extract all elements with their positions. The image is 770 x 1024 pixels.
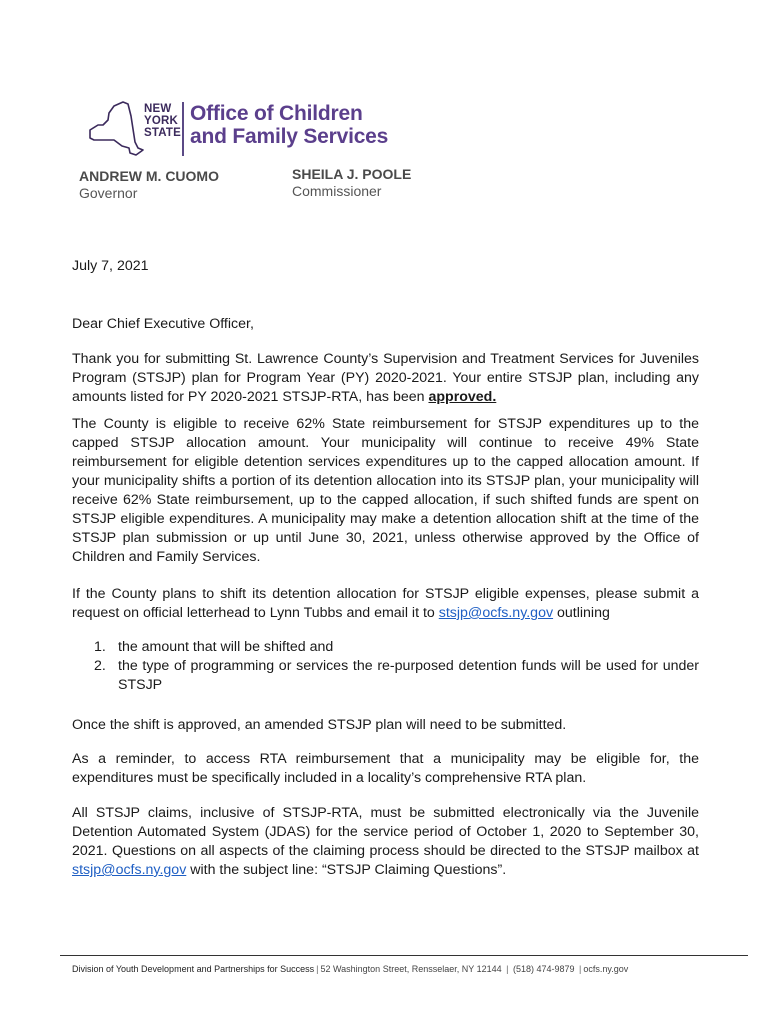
list-text: the type of programming or services the re-purposed detention funds will be used for under STSJP — [118, 658, 699, 693]
letter-date: July 7, 2021 — [72, 258, 149, 274]
commissioner-title: Commissioner — [292, 183, 382, 199]
paragraph-approval-text: Thank you for submitting St. Lawrence County’s Supervision and Treatment Services for Juveniles Program (STSJP) plan for Program Year (PY) 2020-2021. Your entire STSJP plan, including any amounts listed for PY 2020-2021 STSJP-RTA, has been — [72, 351, 699, 405]
list-text: the amount that will be shifted and — [118, 639, 334, 655]
salutation: Dear Chief Executive Officer, — [72, 316, 254, 332]
footer-address: 52 Washington Street, Rensselaer, NY 12144 — [320, 964, 502, 974]
footer-separator: | — [579, 964, 582, 974]
footer-phone: (518) 474-9879 — [512, 964, 575, 974]
footer — [72, 964, 628, 974]
email-link[interactable]: stsjp@ocfs.ny.gov — [72, 862, 187, 878]
ocfs-logo — [84, 98, 389, 160]
paragraph-rta-reminder: As a reminder, to access RTA reimbursement that a municipality may be eligible for, the expenditures must be specifically included in a locality’s comprehensive RTA plan. — [72, 751, 699, 786]
logo-state-line-1: NEW — [144, 103, 172, 115]
logo-state-line-2: YORK — [144, 115, 179, 127]
shift-requirements-list — [72, 638, 699, 695]
paragraph-shift-tail: outlining — [557, 605, 610, 621]
list-item — [72, 657, 699, 695]
email-link[interactable]: stsjp@ocfs.ny.gov — [438, 605, 554, 621]
footer-divider — [60, 955, 748, 956]
footer-division: Division of Youth Development and Partnerships for Success — [72, 964, 315, 974]
paragraph-shift-request — [72, 585, 699, 623]
governor-title: Governor — [79, 185, 138, 201]
footer-separator: | — [506, 964, 509, 974]
paragraph-claims-tail: with the subject line: “STSJP Claiming Questions”. — [190, 862, 507, 878]
footer-website[interactable]: ocfs.ny.gov — [583, 964, 629, 974]
governor-name: ANDREW M. CUOMO — [79, 168, 219, 184]
new-york-state-map-icon — [84, 98, 146, 160]
logo-divider — [182, 102, 184, 156]
logo-office-line-1: Office of Children — [190, 102, 363, 125]
logo-state-line-3: STATE — [144, 127, 181, 139]
approved-emphasis: approved. — [428, 389, 497, 405]
paragraph-shift-text: If the County plans to shift its detention allocation for STSJP eligible expenses, please submit a request on official letterhead to Lynn Tubbs and email it to — [72, 586, 699, 621]
commissioner-name: SHEILA J. POOLE — [292, 166, 412, 182]
paragraph-approval — [72, 350, 699, 407]
logo-office-line-2: and Family Services — [190, 125, 389, 148]
paragraph-claims-text: All STSJP claims, inclusive of STSJP-RTA, must be submitted electronically via the Juvenile Detention Automated System (JDAS) for the service period of October 1, 2020 to September 30, 2021. Questions on all aspects of the claiming process should be directed to the STSJP mailbox at — [72, 805, 699, 859]
paragraph-amended-plan: Once the shift is approved, an amended STSJP plan will need to be submitted. — [72, 717, 567, 733]
list-number: 1. — [94, 639, 106, 655]
footer-separator: | — [316, 964, 319, 974]
list-item — [72, 638, 699, 657]
paragraph-claims — [72, 804, 699, 880]
logo-office-name — [190, 102, 388, 148]
governor-block — [79, 168, 219, 202]
commissioner-block — [292, 166, 411, 200]
paragraph-reimbursement: The County is eligible to receive 62% State reimbursement for STSJP expenditures up to the capped STSJP allocation amount. Your municipality will continue to receive 49% State reimbursement for eligible detention services expenditures up to the capped allocation amount. If your municipality shifts a portion of its detention allocation into its STSJP plan, your municipality will receive 62% State reimbursement, up to the capped allocation, if such shifted funds are spent on STSJP eligible expenditures. A municipality may make a detention allocation shift at the time of the STSJP plan submission or up until June 30, 2021, unless otherwise approved by the Office of Children and Family Services. — [72, 416, 699, 565]
list-number: 2. — [94, 658, 106, 674]
